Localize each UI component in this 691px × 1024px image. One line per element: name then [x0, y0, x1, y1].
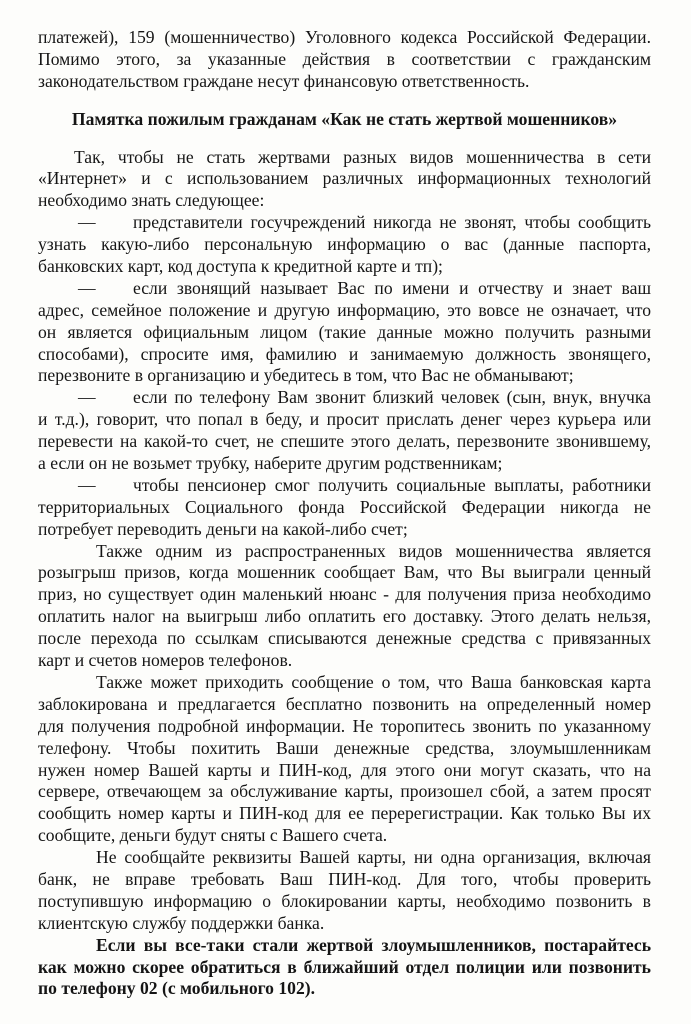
- text-line: поступившую информацию о блокировании карты, необходимо позвонить в: [38, 890, 651, 911]
- text-line: банк, не вправе требовать Ваш ПИН-код. Для того, чтобы проверить: [38, 868, 651, 889]
- paragraph-4: [38, 847, 651, 935]
- text-line: узнать какую-либо персональную информацию о вас (данные паспорта,: [38, 234, 651, 255]
- paragraph-5-emphasis: [38, 935, 651, 1001]
- text-line: платежей), 159 (мошенничество) Уголовного кодекса Российской Федерации.: [38, 27, 651, 47]
- text-line: [38, 278, 651, 300]
- text-line: для получения подробной информации. Не торопитесь звонить по указанному: [38, 715, 651, 736]
- text-line: Также одним из распространенных видов мошенничества является: [96, 540, 651, 561]
- text-line: телефону. Чтобы похитить Ваши денежные средства, злоумышленникам: [38, 737, 651, 758]
- list-item: [38, 475, 651, 541]
- text-line: Так, чтобы не стать жертвами разных видов мошенничества в сети: [74, 146, 651, 167]
- list-item: [38, 387, 651, 475]
- list-item: [38, 212, 651, 278]
- text-line: способами), спросите имя, фамилию и занимаемую должность звонящего,: [38, 343, 651, 364]
- list-item-first-line: представители госучреждений никогда не звонят, чтобы сообщить: [133, 212, 651, 233]
- dash-marker: —: [78, 387, 96, 408]
- text-line: необходимо знать следующее:: [38, 190, 265, 211]
- text-line: [38, 212, 651, 234]
- list-item-first-line: если по телефону Вам звонит близкий человек (сын, внук, внучка: [133, 387, 651, 408]
- text-line: сообщить номер карты и ПИН-код для ее перерегистрации. Как только Вы их: [38, 803, 651, 824]
- intro-paragraph: [38, 27, 651, 93]
- text-line: приз, но существует один маленький нюанс - для получения приза необходимо: [38, 584, 651, 605]
- dash-marker: —: [78, 212, 96, 233]
- text-line: он является официальным лицом (такие данные можно получить разными: [38, 321, 651, 342]
- text-line: Не сообщайте реквизиты Вашей карты, ни одна организация, включая: [96, 847, 651, 868]
- paragraph-2: [38, 541, 651, 672]
- dash-marker: —: [78, 474, 96, 495]
- warning-list: [38, 212, 651, 540]
- text-line: [38, 387, 651, 409]
- memo-heading: Памятка пожилым гражданам «Как не стать жертвой мошенников»: [71, 108, 618, 129]
- text-line: сервере, отвечающем за обслуживание карты, произошел сбой, а затем просят: [38, 781, 651, 802]
- text-line: и т.д.), говорит, что попал в беду, и просит прислать денег через курьера или: [38, 409, 651, 430]
- text-line: карт и счетов номеров телефонов.: [38, 650, 293, 671]
- text-line: законодательством граждане несут финансовую ответственность.: [38, 70, 530, 91]
- text-line: банковских карт, код доступа к кредитной карте и тп);: [38, 256, 443, 277]
- list-item-first-line: если звонящий называет Вас по имени и отчеству и знает ваш: [133, 277, 651, 298]
- text-line: территориальных Социального фонда Российской Федерации никогда не: [38, 496, 651, 517]
- dash-marker: —: [78, 277, 96, 298]
- text-line: [38, 475, 651, 497]
- paragraph-1: [38, 147, 651, 213]
- text-line: сообщите, деньги будут сняты с Вашего счета.: [38, 825, 388, 846]
- text-line: заблокирована и предлагается бесплатно позвонить на определенный номер: [38, 693, 651, 714]
- text-line: нужен номер Вашей карты и ПИН-код, для этого они могут сказать, что на: [38, 759, 651, 780]
- text-line: перевести на какой-то счет, не спешите этого делать, перезвоните звонившему,: [38, 431, 651, 452]
- text-line: Также может приходить сообщение о том, что Ваша банковская карта: [96, 671, 651, 692]
- text-line: перезвоните в организацию и убедитесь в том, что Вас не обманывают;: [38, 365, 574, 386]
- text-line: адрес, семейное положение и другую информацию, это вовсе не означает, что: [38, 299, 651, 320]
- text-line: оплатить налог на выигрыш либо оплатить его доставку. Этого делать нельзя,: [38, 606, 651, 627]
- list-item: [38, 278, 651, 387]
- text-line: по телефону 02 (с мобильного 102).: [38, 978, 316, 999]
- text-line: а если он не возьмет трубку, наберите другим родственникам;: [38, 453, 503, 474]
- list-item-first-line: чтобы пенсионер смог получить социальные выплаты, работники: [133, 474, 651, 495]
- text-line: потребует переводить деньги на какой-либо счет;: [38, 518, 408, 539]
- text-line: после перехода по ссылкам списываются денежные средства с привязанных: [38, 628, 651, 649]
- text-line: розыгрыш призов, когда мошенник сообщает Вам, что Вы выиграли ценный: [38, 562, 651, 583]
- text-line: как можно скорее обратиться в ближайший отдел полиции или позвонить: [38, 956, 651, 977]
- paragraph-3: [38, 672, 651, 847]
- text-line: клиентскую службу поддержки банка.: [38, 912, 325, 933]
- text-line: Помимо этого, за указанные действия в соответствии с гражданским: [38, 48, 651, 69]
- text-line: «Интернет» и с использованием различных информационных технологий: [38, 168, 651, 189]
- text-line: Если вы все-таки стали жертвой злоумышленников, постарайтесь: [96, 934, 651, 955]
